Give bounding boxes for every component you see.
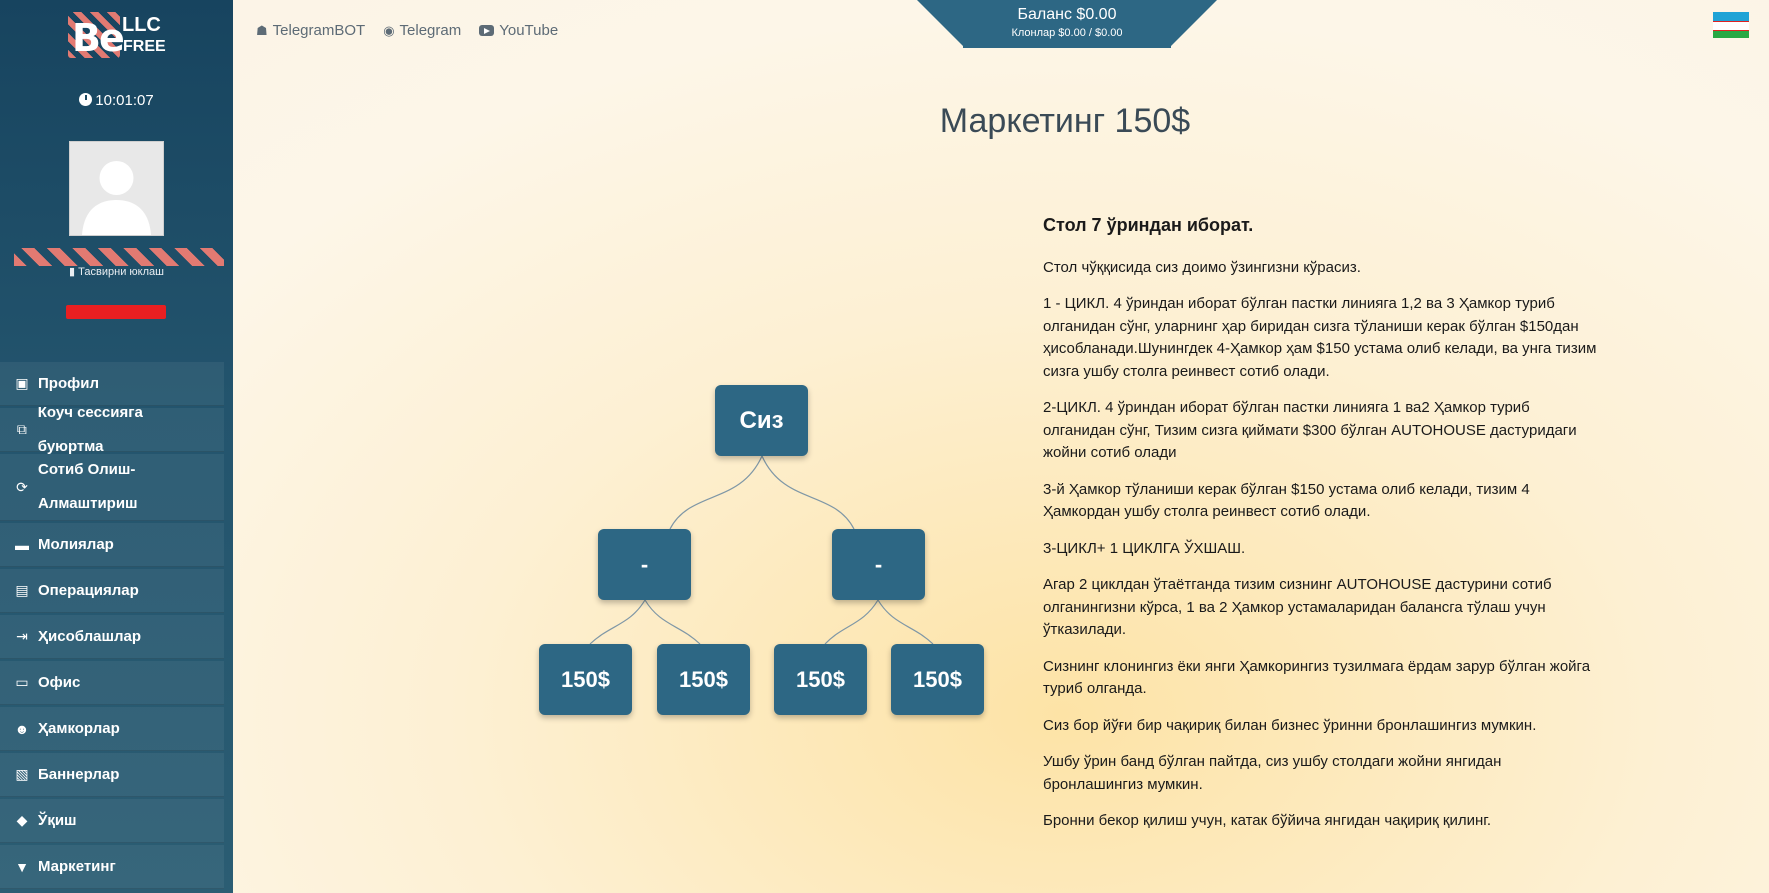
clock-icon: [79, 93, 92, 106]
sidebar-item-label: Ҳисоблашлар: [38, 627, 142, 645]
balance-amount: Баланс $0.00: [1017, 6, 1117, 23]
tree-node-mid-left[interactable]: -: [598, 529, 691, 600]
balance-panel: [917, 0, 1217, 50]
telegram-link[interactable]: [383, 22, 461, 39]
sidebar-item-label: Операциялар: [38, 581, 139, 599]
sidebar-item-buy-exchange[interactable]: [0, 454, 224, 521]
sidebar-item-calculations[interactable]: [0, 615, 224, 659]
info-paragraph: 2-ЦИКЛ. 4 ўриндан иборат бўлган пастки линияга 1 ва2 Ҳамкор туриб олганидан сўнг, Тизим сизга қиймати $300 бўлган AUTOHOUSE дастуридаги жойни сотиб олади: [1043, 399, 1577, 461]
sidebar-item-label: Ўқиш: [38, 811, 77, 829]
logo-mark: [68, 12, 123, 60]
balance-right-wing: [1169, 0, 1217, 48]
copy-icon: ⧉: [16, 421, 27, 437]
tree-node-leaf-3[interactable]: 150$: [774, 644, 867, 715]
sidebar-item-coach-session[interactable]: [0, 403, 224, 455]
logo-be-text: Be: [72, 16, 123, 60]
logo-free-text: FREE: [123, 38, 166, 55]
sidebar-item-marketing[interactable]: [0, 845, 224, 889]
android-icon: ☗: [256, 22, 268, 38]
youtube-icon: [479, 25, 494, 36]
wallet-icon: ▬: [15, 536, 29, 553]
info-paragraph: Сиз бор йўғи бир чақириқ билан бизнес ўринни бронлашингиз мумкин.: [1043, 716, 1537, 734]
info-paragraph: Агар 2 циклдан ўтаётганда тизим сизнинг AUTOHOUSE дастурини сотиб олганингизни кўрса, 1 ва 2 Ҳамкор устамаларидан балансга тўлаш учун ўтказилади.: [1043, 576, 1552, 638]
graduation-cap-icon: ◆: [16, 812, 28, 828]
info-paragraph: Бронни бекор қилиш учун, катак бўйича янгидан чақириқ қилинг.: [1043, 812, 1492, 829]
sidebar-item-office[interactable]: [0, 661, 224, 705]
sidebar-item-label: Молиялар: [38, 535, 114, 553]
top-nav: [256, 22, 558, 39]
info-heading: Стол 7 ўриндан иборат.: [1043, 215, 1254, 235]
uzbekistan-flag-icon[interactable]: [1713, 12, 1749, 38]
sidebar-item-label: Маркетинг: [38, 857, 116, 875]
telegram-label: Telegram: [399, 22, 462, 39]
tree-node-leaf-4[interactable]: 150$: [891, 644, 984, 715]
tree-node-leaf-1[interactable]: 150$: [539, 644, 632, 715]
sidebar-item-study[interactable]: [0, 799, 224, 843]
telegram-bot-label: TelegramBOT: [272, 22, 366, 39]
user-silhouette-icon: [70, 142, 163, 235]
youtube-link[interactable]: [479, 22, 558, 39]
sync-icon: ⟳: [16, 478, 28, 495]
sidebar-item-label: Сотиб Олиш-Алмаштириш: [38, 461, 138, 512]
funnel-icon: ▼: [15, 858, 29, 875]
sidebar-item-label: Офис: [38, 673, 81, 691]
youtube-label: YouTube: [499, 22, 559, 39]
info-paragraph: Сизнинг клонингиз ёки янги Ҳамкорингиз тузилмага ёрдам зарур бўлган жойга туриб олганда.: [1043, 657, 1591, 697]
sidebar-item-label: Коуч сессияга буюртма: [37, 403, 143, 455]
logo-llc-text: LLC: [122, 14, 161, 36]
balance-left-wing: [917, 0, 965, 48]
username-redacted: [66, 305, 166, 319]
balance-box[interactable]: [963, 0, 1171, 48]
file-icon: ▮: [69, 266, 76, 278]
tree-node-you[interactable]: Сиз: [715, 385, 808, 456]
upload-image-link[interactable]: [0, 265, 233, 278]
info-paragraph: Стол чўққисида сиз доимо ўзингизни кўрасиз.: [1043, 258, 1361, 276]
logo[interactable]: [68, 10, 178, 60]
upload-stripes: [14, 248, 224, 266]
id-card-icon: ▣: [15, 375, 29, 391]
file-import-icon: ⇥: [16, 628, 28, 644]
page-title: Маркетинг 150$: [939, 102, 1191, 140]
sidebar-item-label: Баннерлар: [38, 765, 120, 783]
upload-label: Тасвирни юклаш: [78, 266, 164, 278]
images-icon: ▧: [15, 766, 29, 782]
laptop-icon: ▭: [15, 674, 29, 690]
sidebar-menu: [0, 362, 224, 891]
telegram-bot-link[interactable]: [256, 22, 365, 39]
sidebar-item-label: Профил: [38, 374, 99, 392]
info-paragraph: 3-ЦИКЛ+ 1 ЦИКЛГА ЎХШАШ.: [1043, 539, 1246, 557]
tree-node-leaf-2[interactable]: 150$: [657, 644, 750, 715]
sidebar-item-label: Ҳамкорлар: [38, 719, 120, 737]
telegram-icon: ◉: [383, 22, 395, 38]
sidebar-item-operations[interactable]: [0, 569, 224, 613]
info-paragraph: 3-й Ҳамкор тўланиши керак бўлган $150 устама олиб келади, тизим 4 Ҳамкордан ушбу столга реинвест сотиб олади.: [1043, 480, 1530, 520]
tree-node-mid-right[interactable]: -: [832, 529, 925, 600]
marketing-info: [1043, 214, 1603, 847]
sidebar-item-finances[interactable]: [0, 523, 224, 567]
clones-amount: Клонлар $0.00 / $0.00: [1011, 27, 1123, 39]
clock-time: 10:01:07: [95, 92, 154, 109]
clock: [0, 92, 233, 109]
sidebar: [0, 0, 233, 893]
avatar[interactable]: [69, 141, 164, 236]
info-paragraph: 1 - ЦИКЛ. 4 ўриндан иборат бўлган пастки линияга 1,2 ва 3 Ҳамкор туриб олганидан сўнг, уларнинг ҳар биридан сизга тўланиши керак бўлган $150дан ҳисобланади.Шунингдек 4-Ҳамкор ҳам $150 устама олиб келади, ва унга тизим сизга ушбу столга реинвест сотиб олади.: [1043, 295, 1597, 380]
info-paragraph: Ушбу ўрин банд бўлган пайтда, сиз ушбу столдаги жойни янгидан бронлашингиз мумкин.: [1043, 753, 1502, 793]
sidebar-item-banners[interactable]: [0, 753, 224, 797]
file-icon: ▤: [15, 582, 29, 598]
sidebar-item-partners[interactable]: [0, 707, 224, 751]
users-icon: ☻: [14, 720, 30, 737]
